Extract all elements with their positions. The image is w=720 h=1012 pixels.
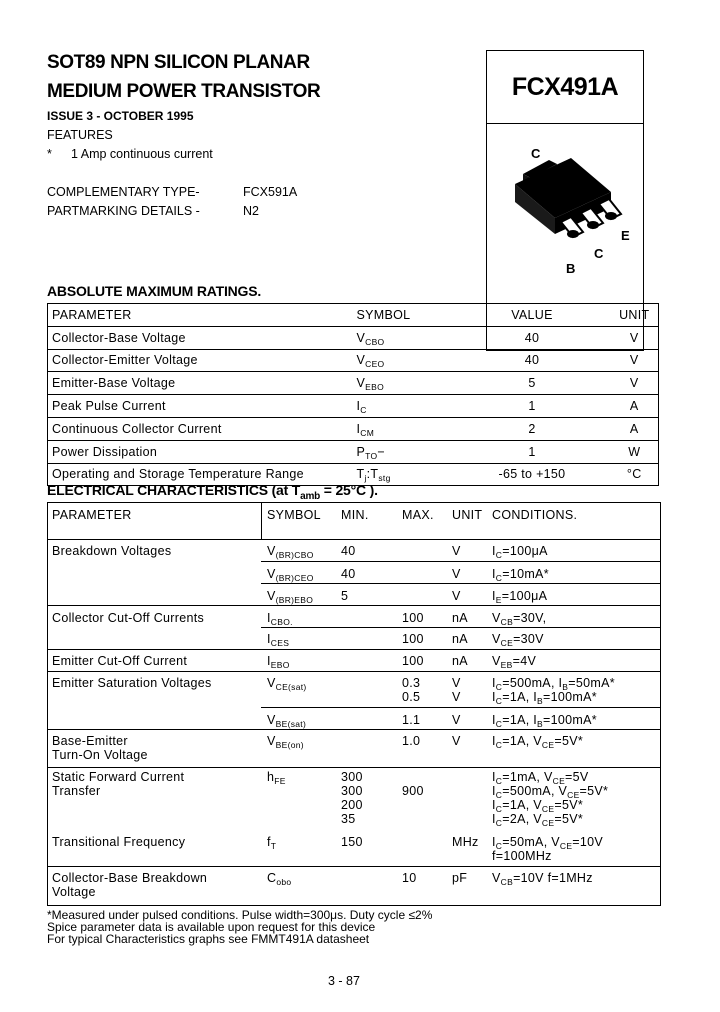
amr-param: Continuous Collector Current [48,417,353,440]
ec-unit: nA [452,632,468,646]
ec-condition: $I_C=1A$, $V_{CE}=5V*$ [492,798,583,814]
ec-header-conditions: CONDITIONS. [492,508,578,522]
amr-symbol: $V_{CBO}$ [353,326,454,349]
complementary-label: COMPLEMENTARY TYPE- [47,185,200,199]
amr-header-value: VALUE [454,304,611,327]
pin-label-c-top: C [531,146,541,161]
ec-header-min: MIN. [341,508,369,522]
ec-unit: MHz [452,835,479,849]
ec-condition: $V_{EB}=4V$ [492,654,537,670]
table-row [48,372,659,395]
amr-unit: V [611,372,659,395]
ec-condition: $I_C=1mA$, $V_{CE}=5V$ [492,770,589,786]
amr-table [47,303,659,486]
ec-min: 200 [341,798,363,812]
partmarking-label: PARTMARKING DETAILS - [47,204,200,218]
table-row [48,395,659,418]
ec-table [47,502,661,906]
ec-condition: $I_C=10mA*$ [492,567,549,583]
ec-unit: pF [452,871,468,885]
ec-unit: V [452,690,461,704]
ec-condition: f=100MHz [492,849,552,863]
ec-header-symbol: SYMBOL [267,508,321,522]
footnote-pulsed: *Measured under pulsed conditions. Pulse width=300μs. Duty cycle ≤2% [47,908,433,922]
ec-unit: nA [452,611,468,625]
amr-symbol: $I_C$ [353,395,454,418]
ec-symbol: $f_T$ [267,835,277,851]
feature-item: 1 Amp continuous current [71,147,213,161]
ec-min: 300 [341,784,363,798]
ec-symbol: $h_{FE}$ [267,770,286,786]
ec-param-ft: Transitional Frequency [52,835,186,849]
ec-param-cobo-1: Collector-Base Breakdown [52,871,208,885]
amr-value: 40 [454,326,611,349]
table-row [48,349,659,372]
ec-param-turnon-1: Base-Emitter [52,734,128,748]
ec-param-saturation: Emitter Saturation Voltages [52,676,212,690]
amr-param: Collector-Base Voltage [48,326,353,349]
ec-header-parameter: PARAMETER [52,508,132,522]
amr-param: Power Dissipation [48,440,353,463]
table-row [48,304,659,327]
title-line-2: MEDIUM POWER TRANSISTOR [47,81,321,102]
amr-unit: A [611,417,659,440]
footnote-spice: Spice parameter data is available upon request for this device [47,920,376,934]
pin-label-e: E [621,228,630,243]
ec-symbol: $V_{(BR)CEO}$ [267,567,314,583]
ec-max: 100 [402,632,424,646]
ec-max: 100 [402,654,424,668]
issue-date: ISSUE 3 - OCTOBER 1995 [47,109,194,123]
ec-unit: V [452,567,461,581]
ec-min: 5 [341,589,349,603]
ec-max: 1.0 [402,734,421,748]
ec-condition: $I_C=500mA$, $I_B=50mA*$ [492,676,615,692]
ec-param-hfe-2: Transfer [52,784,101,798]
amr-header-symbol: SYMBOL [353,304,454,327]
ec-condition: $I_C=1A$, $I_B=100mA*$ [492,690,597,706]
ec-heading: ELECTRICAL CHARACTERISTICS (at $T_{amb} = 25^\circ C$ ). [47,482,378,502]
ec-condition: $I_C=500mA$, $V_{CE}=5V*$ [492,784,609,800]
ec-condition: $I_C=1A$, $I_B=100mA*$ [492,713,597,729]
title-line-1: SOT89 NPN SILICON PLANAR [47,52,310,73]
ec-condition: $I_C=2A$, $V_{CE}=5V*$ [492,812,583,828]
ec-param-turnon-2: Turn-On Voltage [52,748,148,762]
ec-symbol: $V_{(BR)CBO}$ [267,544,314,560]
amr-header-parameter: PARAMETER [48,304,353,327]
amr-value: -65 to +150 [498,467,566,482]
ec-header-unit: UNIT [452,508,483,522]
ec-condition: $V_{CB}=30V$, [492,611,547,627]
ec-symbol: $V_{(BR)EBO}$ [267,589,314,605]
feature-bullet: * [47,147,52,161]
ec-param-cobo-2: Voltage [52,885,96,899]
part-number: FCX491A [511,72,619,101]
table-row [48,440,659,463]
ec-unit: V [452,734,461,748]
ec-symbol: $I_{CBO.}$ [267,611,293,627]
ec-max: 0.5 [402,690,421,704]
partmarking-value: N2 [243,204,259,218]
amr-param: Operating and Storage Temperature Range [52,467,304,482]
amr-value: 5 [454,372,611,395]
part-number-box [486,50,644,124]
ec-symbol: $C_{obo}$ [267,871,292,887]
ec-unit: V [452,589,461,603]
footnote-graphs: For typical Characteristics graphs see FMMT491A datasheet [47,932,370,946]
ec-min: 300 [341,770,363,784]
pin-label-c: C [594,246,604,261]
ec-min: 40 [341,567,356,581]
ec-condition: $V_{CE}=30V$ [492,632,544,648]
amr-symbol: $V_{CEO}$ [353,349,454,372]
table-row [48,326,659,349]
amr-param: Peak Pulse Current [48,395,353,418]
amr-symbol: $V_{EBO}$ [353,372,454,395]
amr-value: 2 [454,417,611,440]
amr-value: 1 [454,440,611,463]
pin-label-b: B [566,261,576,276]
ec-max: 100 [402,611,424,625]
amr-unit: W [611,440,659,463]
ec-condition: $I_C=1A$, $V_{CE}=5V*$ [492,734,583,750]
ec-min: 40 [341,544,356,558]
features-heading: FEATURES [47,128,113,142]
ec-condition: $I_C=50mA$, $V_{CE}=10V$ [492,835,604,851]
ec-symbol: $V_{BE(on)}$ [267,734,304,750]
ec-symbol: $V_{CE(sat)}$ [267,676,307,692]
complementary-value: FCX591A [243,185,298,199]
ec-symbol: $I_{EBO}$ [267,654,290,670]
ec-min: 35 [341,812,356,826]
ec-param-emitter-cutoff: Emitter Cut-Off Current [52,654,188,668]
amr-param: Emitter-Base Voltage [48,372,353,395]
ec-param-hfe-1: Static Forward Current [52,770,185,784]
ec-unit: V [452,676,461,690]
ec-max: 0.3 [402,676,421,690]
ec-symbol: $V_{BE(sat)}$ [267,713,307,729]
amr-symbol: $T_j:T_{stg}$ [356,467,391,484]
amr-heading: ABSOLUTE MAXIMUM RATINGS. [47,283,262,299]
ec-param-breakdown: Breakdown Voltages [52,544,172,558]
amr-unit: A [611,395,659,418]
page-number: 3 - 87 [328,974,360,988]
ec-unit: V [452,713,461,727]
ec-max: 1.1 [402,713,421,727]
amr-value: 40 [454,349,611,372]
ec-unit: nA [452,654,468,668]
amr-value: 1 [454,395,611,418]
ec-condition: $V_{CB}=10V$ f=1MHz [492,871,593,887]
amr-unit: V [611,349,659,372]
ec-condition: $I_C=100\mu A$ [492,544,548,560]
ec-min: 150 [341,835,363,849]
ec-condition: $I_E=100\mu A$ [492,589,548,605]
ec-max: 10 [402,871,417,885]
ec-header-max: MAX. [402,508,434,522]
ec-symbol: $I_{CES}$ [267,632,290,648]
amr-symbol: $P_{TO}-$ [353,440,454,463]
ec-param-cutoff: Collector Cut-Off Currents [52,611,205,625]
ec-unit: V [452,544,461,558]
amr-param: Collector-Emitter Voltage [48,349,353,372]
amr-header-unit: UNIT [611,304,659,327]
table-row [48,417,659,440]
amr-unit: °C [626,467,642,482]
ec-max: 900 [402,784,424,798]
amr-unit: V [611,326,659,349]
amr-symbol: $I_{CM}$ [353,417,454,440]
